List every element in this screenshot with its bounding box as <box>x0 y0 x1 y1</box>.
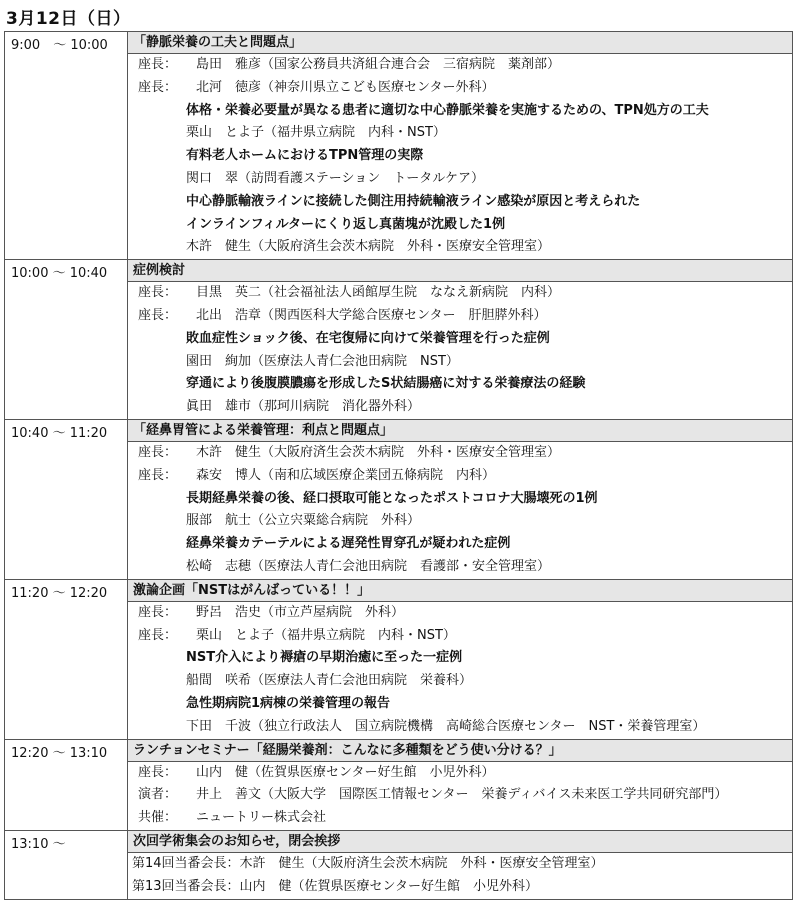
chair-role: 座長： <box>138 604 178 620</box>
speaker-affiliation: （医療法人青仁会池田病院 看護部・安全管理室） <box>251 558 551 574</box>
chair-name: 北河 徳彦 <box>196 79 262 95</box>
closing-row <box>5 830 793 899</box>
speaker-name: 木許 健生 <box>186 239 252 255</box>
speaker-affiliation: （公立宍粟総合病院 外科） <box>251 513 421 529</box>
chair-line <box>128 282 792 305</box>
chair-role: 座長： <box>138 764 178 780</box>
chair-line <box>128 305 792 328</box>
chair-line <box>128 77 792 100</box>
talk-speaker <box>128 510 792 533</box>
talk-speaker <box>128 168 792 191</box>
session-title: ランチョンセミナー「経腸栄養剤：こんなに多種類をどう使い分ける？」 <box>128 740 792 762</box>
talk-title: 経鼻栄養カテーテルによる遅発性胃穿孔が疑われた症例 <box>186 536 511 552</box>
chair-role: 座長： <box>138 57 178 72</box>
speaker-affiliation: （医療法人青仁会池田病院 栄養科） <box>251 673 473 689</box>
speaker-name: 服部 航士 <box>186 513 252 529</box>
chair-name: 北出 浩章 <box>196 307 262 323</box>
talk-title: 有料老人ホームにおけるTPN管理の実際 <box>186 148 424 164</box>
chair-name: ニュートリー株式会社 <box>196 810 327 826</box>
chair-affiliation: （関西医科大学総合医療センター 肝胆膵外科） <box>261 307 547 323</box>
chair-affiliation: （大阪大学 国際医工情報センター 栄養ディバイス未来医工学共同研究部門） <box>261 787 728 803</box>
chair-role: 座長： <box>138 285 178 301</box>
speaker-name: 船間 咲希 <box>186 673 252 689</box>
closing-line: 第13回当番会長：山内 健（佐賀県医療センター好生館 小児外科） <box>132 878 539 894</box>
chair-role: 共催： <box>138 810 178 826</box>
chair-affiliation: （福井県立病院 内科・NST） <box>274 627 456 643</box>
talk-speaker <box>128 716 792 739</box>
chair-name: 目黒 英二 <box>196 285 262 301</box>
talk-speaker <box>128 236 792 259</box>
chair-role: 座長： <box>138 307 178 323</box>
chair-affiliation: （大阪府済生会茨木病院 外科・医療安全管理室） <box>261 444 561 460</box>
chair-affiliation: （佐賀県医療センター好生館 小児外科） <box>248 764 495 780</box>
session-time: 12:20 ～ 13:10 <box>5 739 128 830</box>
chair-line <box>128 442 792 465</box>
session-time: 10:00 ～ 10:40 <box>5 260 128 420</box>
session-content <box>128 579 793 739</box>
session-content <box>128 419 793 579</box>
talk-speaker <box>128 670 792 693</box>
session-row <box>5 32 793 260</box>
chair-line <box>128 807 792 830</box>
speaker-affiliation: （大阪府済生会茨木病院 外科・医療安全管理室） <box>251 239 551 255</box>
chair-line <box>128 602 792 625</box>
chair-line <box>128 465 792 488</box>
session-row <box>5 260 793 420</box>
talk-title: NST介入により褥瘡の早期治癒に至った一症例 <box>186 650 463 666</box>
chair-name: 井上 善文 <box>196 787 262 803</box>
speaker-affiliation: （福井県立病院 内科・NST） <box>264 125 446 141</box>
chair-line <box>128 784 792 807</box>
chair-name: 野呂 浩史 <box>196 604 262 620</box>
closing-line: 第14回当番会長：木許 健生（大阪府済生会茨木病院 外科・医療安全管理室） <box>132 855 604 871</box>
chair-name: 栗山 とよ子 <box>196 627 275 643</box>
speaker-name: 栗山 とよ子 <box>186 125 265 141</box>
chair-line <box>128 625 792 648</box>
chair-affiliation: （国家公務員共済組合連合会 三宿病院 薬剤部） <box>261 57 561 72</box>
talk-title: 体格・栄養必要量が異なる患者に適切な中心静脈栄養を実施するための、TPN処方の工夫 <box>186 102 709 118</box>
chair-affiliation: （神奈川県立こども医療センター外科） <box>261 79 495 95</box>
chair-name: 山内 健 <box>196 764 249 780</box>
chair-line <box>128 762 792 785</box>
talk-speaker <box>128 351 792 374</box>
talk-title-cont: インラインフィルターにくり返し真菌塊が沈殿した1例 <box>186 216 506 232</box>
chair-line <box>128 54 792 77</box>
session-time: 13:10 ～ <box>5 830 128 899</box>
session-time: 10:40 ～ 11:20 <box>5 419 128 579</box>
talk-title: 中心静脈輸液ラインに接続した側注用持続輸液ライン感染が原因と考えられた <box>186 193 641 209</box>
session-row <box>5 579 793 739</box>
chair-role: 座長： <box>138 627 178 643</box>
speaker-name: 眞田 雄市 <box>186 399 252 415</box>
speaker-affiliation: （医療法人青仁会池田病院 NST） <box>251 353 459 369</box>
chair-name: 森安 博人 <box>196 467 262 483</box>
session-title: 激論企画「NSTはがんばっている！！」 <box>128 580 792 602</box>
session-title: 「経鼻胃管による栄養管理：利点と問題点」 <box>128 420 792 442</box>
speaker-name: 関口 翠 <box>186 170 239 186</box>
speaker-name: 下田 千波 <box>186 718 252 734</box>
speaker-name: 松崎 志穂 <box>186 558 252 574</box>
session-title: 次回学術集会のお知らせ，閉会挨拶 <box>128 831 792 853</box>
speaker-affiliation: （独立行政法人 国立病院機構 高崎総合医療センター NST・栄養管理室） <box>251 718 706 734</box>
chair-affiliation: （社会福祉法人函館厚生院 ななえ新病院 内科） <box>261 285 561 301</box>
session-time: 9:00 ～ 10:00 <box>5 32 128 260</box>
chair-affiliation: （市立芦屋病院 外科） <box>261 604 405 620</box>
session-time: 11:20 ～ 12:20 <box>5 579 128 739</box>
program-table <box>4 31 793 900</box>
session-content <box>128 260 793 420</box>
session-content <box>128 739 793 830</box>
session-title: 症例検討 <box>128 260 792 282</box>
page-date-heading: 3月12日（日） <box>6 9 131 29</box>
session-content <box>128 830 793 899</box>
chair-role: 演者： <box>138 787 178 803</box>
talk-speaker <box>128 396 792 419</box>
chair-role: 座長： <box>138 79 178 95</box>
talk-speaker <box>128 122 792 145</box>
session-row <box>5 739 793 830</box>
talk-title: 敗血症性ショック後、在宅復帰に向けて栄養管理を行った症例 <box>186 330 550 346</box>
chair-name: 島田 雅彦 <box>196 57 262 72</box>
chair-name: 木許 健生 <box>196 444 262 460</box>
chair-role: 座長： <box>138 467 178 483</box>
session-row <box>5 419 793 579</box>
session-title: 「静脈栄養の工夫と問題点」 <box>128 32 792 54</box>
speaker-affiliation: （訪問看護ステーション トータルケア） <box>238 170 484 186</box>
talk-title: 急性期病院1病棟の栄養管理の報告 <box>186 695 391 711</box>
speaker-name: 園田 絢加 <box>186 353 252 369</box>
talk-speaker <box>128 556 792 579</box>
chair-affiliation: （南和広域医療企業団五條病院 内科） <box>261 467 496 483</box>
talk-title: 穿通により後腹膜膿瘍を形成したS状結腸癌に対する栄養療法の経験 <box>186 376 586 392</box>
session-content <box>128 32 793 260</box>
speaker-affiliation: （那珂川病院 消化器外科） <box>251 399 421 415</box>
chair-role: 座長： <box>138 444 178 460</box>
talk-title: 長期経鼻栄養の後、経口摂取可能となったポストコロナ大腸壊死の1例 <box>186 490 598 506</box>
